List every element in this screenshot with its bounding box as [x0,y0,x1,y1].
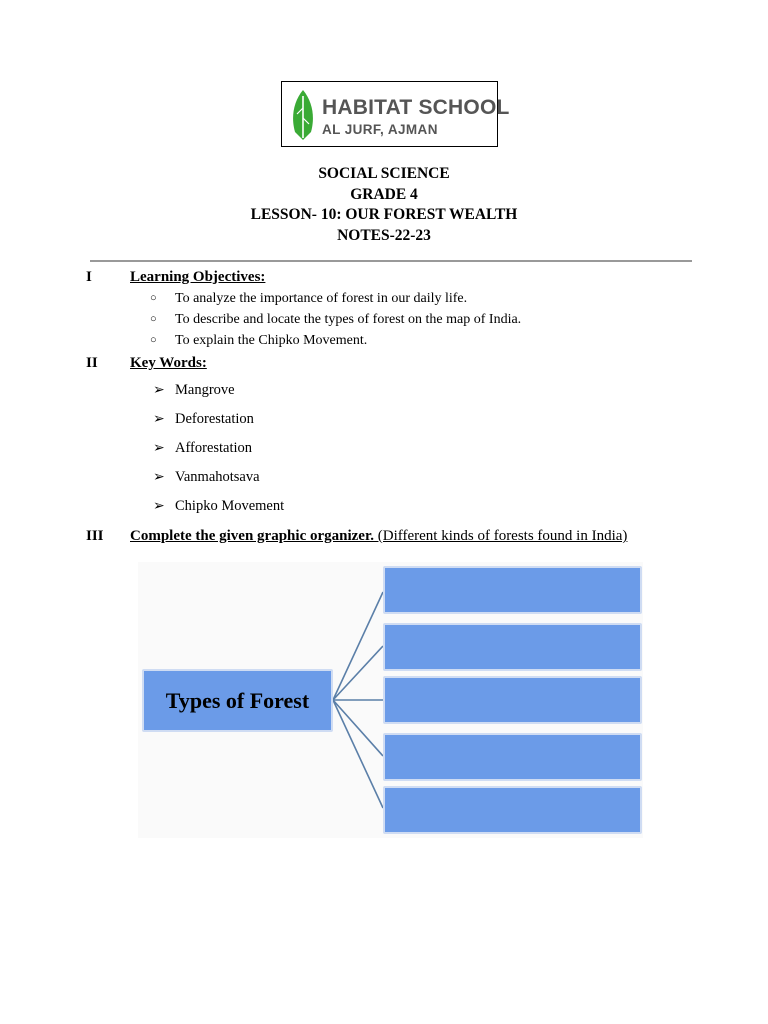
keyword-item: ➢ Deforestation [153,411,254,427]
organizer-center-box: Types of Forest [142,669,333,732]
keyword-item: ➢ Chipko Movement [153,498,285,514]
keyword-item: ➢ Vanmahotsava [153,469,260,485]
school-name: HABITAT SCHOOL [322,96,510,119]
notes-title: NOTES-22-23 [337,226,431,244]
organizer-answer-box-5[interactable] [383,786,642,834]
arrow-bullet-icon: ➢ [153,469,165,485]
circle-bullet-icon: ○ [150,292,157,304]
section-number-objectives: I [86,269,92,285]
section-title-objectives: Learning Objectives: [130,269,266,285]
organizer-answer-box-1[interactable] [383,566,642,614]
section-number-organizer: III [86,528,104,544]
header-divider [90,260,692,262]
section-title-keywords: Key Words: [130,355,207,371]
lesson-title: LESSON- 10: OUR FOREST WEALTH [250,206,518,223]
keyword-item: ➢ Mangrove [153,382,235,398]
objective-item: ○ To analyze the importance of forest in our daily life. [150,291,468,306]
section-number-keywords: II [86,355,98,371]
grade-title: GRADE 4 [350,185,418,203]
organizer-answer-box-4[interactable] [383,733,642,781]
school-location: AL JURF, AJMAN [322,122,438,137]
organizer-instruction-note: (Different kinds of forests found in India) [374,528,628,544]
document-header [0,164,768,246]
arrow-bullet-icon: ➢ [153,440,165,456]
organizer-answer-box-2[interactable] [383,623,642,671]
circle-bullet-icon: ○ [150,313,157,325]
keyword-item: ➢ Afforestation [153,440,253,456]
circle-bullet-icon: ○ [150,334,157,346]
school-logo [281,81,510,147]
arrow-bullet-icon: ➢ [153,498,165,514]
arrow-bullet-icon: ➢ [153,382,165,398]
objective-item: ○ To describe and locate the types of forest on the map of India. [150,312,522,327]
leaf-pen-icon [289,88,317,142]
organizer-answer-box-3[interactable] [383,676,642,724]
objective-item: ○ To explain the Chipko Movement. [150,333,368,348]
section-title-organizer: Complete the given graphic organizer. (Different kinds of forests found in India) [130,528,628,544]
subject-title: SOCIAL SCIENCE [318,165,450,182]
arrow-bullet-icon: ➢ [153,411,165,427]
